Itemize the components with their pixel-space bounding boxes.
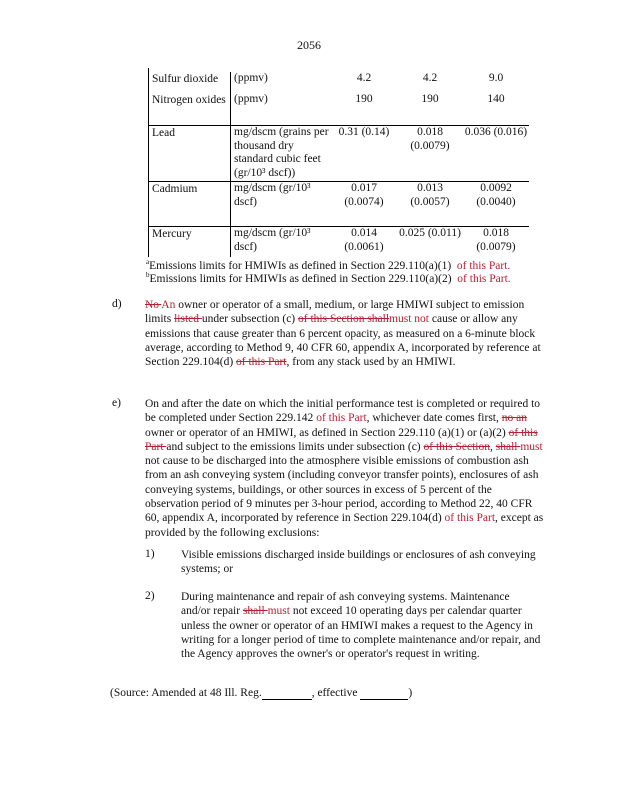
subparagraph-1-label: 1) [145, 548, 155, 560]
value-cell: 4.2 [356, 72, 372, 84]
value-cell: 0.018 (0.0079) [410, 126, 450, 152]
source-text: (Source: Amended at 48 Ill. Reg. [110, 687, 262, 699]
value-cell: 4.2 [422, 72, 438, 84]
table-row [149, 68, 529, 93]
body-text: , from any stack used by an HMIWI. [286, 356, 456, 369]
body-text: not exceed 10 operating days per calendar quarter unless the owner or operator of an HMIWI makes a request to the Agency in writing for a longer period of time to complete maintenance and/or repair, and the Agency approves the owner's or operator's request in writing. [181, 605, 541, 661]
inserted-text: must not [389, 313, 429, 326]
table-row [149, 227, 529, 257]
body-text: not cause to be discharged into the atmosphere visible emissions of combustion ash from an ash conveying system (including conveyor transfer points), enclosures of ash conveying systems, buildings, or other sources in excess of 5 percent of the observation period of 9 minutes per 3-hour period, according to Method 22, 40 CFR 60, appendix A, incorporated by reference in Section 229.104(d) [145, 455, 539, 525]
value-cell: 0.036 (0.016) [464, 126, 528, 138]
body-text: owner or operator of a small, medium, or large HMIWI subject to emission limits [145, 299, 525, 326]
subparagraph-1: Visible emissions discharged inside buildings or enclosures of ash conveying systems; or [181, 549, 536, 576]
footnote-text: Emissions limits for HMIWIs as defined in Section 229.110(a)(1) [149, 259, 452, 272]
body-text: , [489, 440, 496, 453]
inserted-text: must [520, 440, 543, 453]
paragraph-e [145, 397, 545, 540]
source-note [110, 687, 412, 700]
value-cell: 140 [487, 93, 505, 105]
deleted-text: shall [242, 605, 268, 618]
deleted-text: of this Part [236, 356, 287, 369]
units-cell: (ppmv) [234, 72, 268, 84]
body-text: owner or operator of an HMIWI, as defined in Section 229.110 (a)(1) or (a)(2) [145, 426, 509, 439]
footnote-mark: a [146, 258, 150, 266]
table-row [149, 126, 529, 182]
deleted-text: No [145, 299, 162, 311]
table-row [149, 93, 529, 126]
emissions-table [148, 68, 529, 257]
units-cell: mg/dscm (gr/10³ dscf) [234, 227, 311, 253]
paragraph-e-label: e) [112, 397, 121, 409]
deleted-text: shall [495, 440, 521, 453]
value-cell: 0.018 (0.0079) [476, 227, 516, 253]
value-cell: 190 [355, 93, 373, 105]
inserted-text: of this Part [444, 512, 496, 525]
units-cell: mg/dscm (gr/10³ dscf) [234, 182, 311, 208]
effective-date-blank [360, 687, 408, 700]
source-text: , effective [311, 687, 361, 699]
body-text: and subject to the emissions limits under subsection (c) [166, 440, 424, 453]
value-cell: 0.31 (0.14) [338, 126, 390, 138]
units-cell: (ppmv) [234, 93, 268, 105]
pollutant-cell: Nitrogen oxides [149, 93, 231, 125]
table-footnote [146, 269, 511, 286]
deleted-text: of this Section shall [298, 313, 390, 326]
register-blank [262, 687, 312, 700]
value-cell: 9.0 [488, 72, 504, 84]
inserted-text: of this Part [316, 412, 367, 425]
body-text: On and after the date on which the initial performance test is completed or required to be completed under Section 229.142 [145, 398, 541, 425]
inserted-text: must [267, 605, 290, 618]
footnote-inserted-text: of this Part. [456, 259, 511, 272]
value-cell: 190 [421, 93, 439, 105]
footnote-inserted-text: of this Part. [457, 272, 511, 285]
pollutant-cell: Cadmium [149, 182, 231, 226]
value-cell: 0.025 (0.011) [399, 227, 461, 239]
pollutant-cell: Sulfur dioxide [149, 72, 231, 93]
body-text: under subsection (c) [201, 313, 298, 326]
inserted-text: An [161, 299, 176, 311]
paragraph-d-label: d) [112, 298, 122, 310]
value-cell: 0.013 (0.0057) [410, 182, 450, 208]
page-number: 2056 [297, 38, 321, 52]
value-cell: 0.0092 (0.0040) [476, 182, 516, 208]
units-cell: mg/dscm (grains per thousand dry standard cubic feet (gr/10³ dscf)) [234, 126, 329, 179]
subparagraph-2-label: 2) [145, 590, 155, 602]
body-text: , whichever date comes first, [366, 412, 502, 425]
pollutant-cell: Mercury [149, 227, 231, 257]
deleted-text: of this Section [423, 440, 490, 453]
deleted-text: listed [174, 313, 202, 326]
body-text: During maintenance and repair of ash conveying systems. Maintenance and/or repair [181, 591, 510, 618]
subparagraph-2 [181, 590, 541, 661]
deleted-text: no an [501, 412, 527, 425]
body-text: cause or allow any emissions that cause greater than 6 percent opacity, as measured on a 6-minute block average, according to Method 9, 40 CFR 60, appendix A, incorporated by reference at Section 229.104(d) [145, 313, 541, 369]
body-text: , except as provided by the following exclusions: [145, 512, 544, 539]
footnote-text: Emissions limits for HMIWIs as defined in Section 229.110(a)(2) [149, 272, 452, 285]
deleted-text: of this Part [145, 426, 538, 453]
value-cell: 0.014 (0.0061) [344, 227, 384, 253]
value-cell: 0.017 (0.0074) [344, 182, 384, 208]
paragraph-d [145, 298, 545, 369]
pollutant-cell: Lead [149, 126, 231, 181]
footnote-mark: b [146, 271, 150, 279]
source-text: ) [408, 687, 413, 699]
table-row [149, 182, 529, 227]
